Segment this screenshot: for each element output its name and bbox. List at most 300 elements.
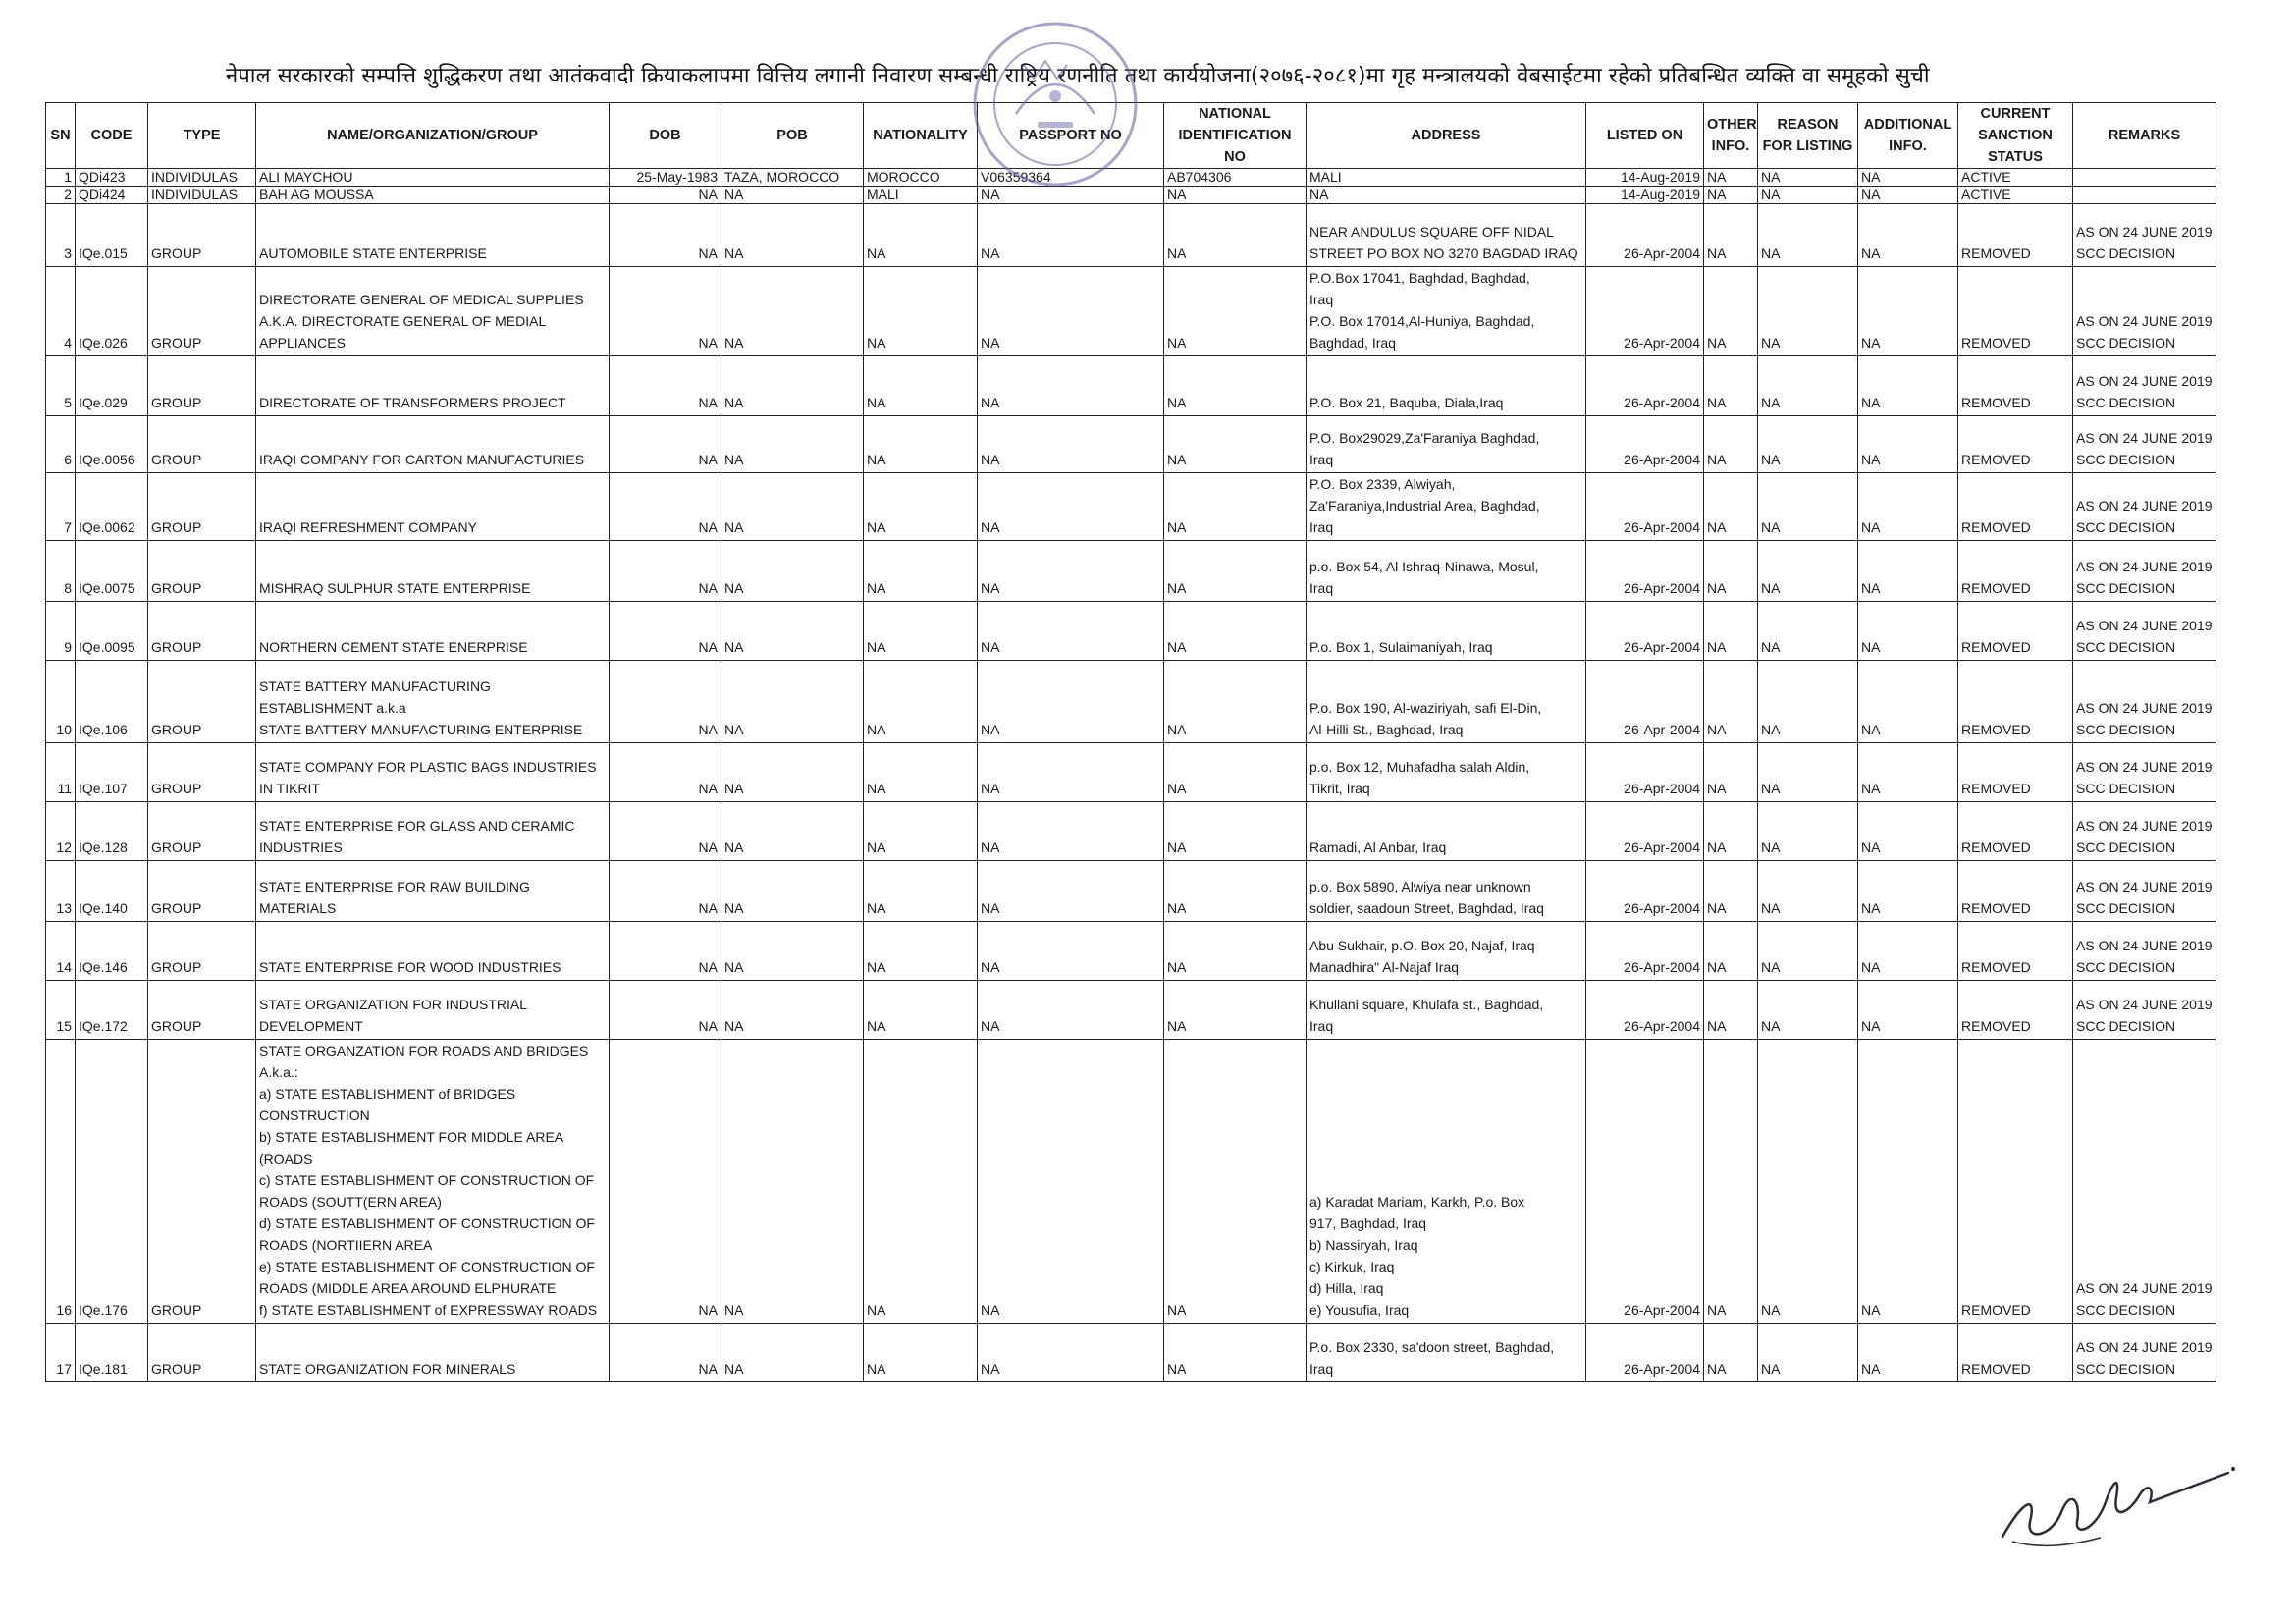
- remarks-cell: AS ON 24 JUNE 2019 SCC DECISION: [2073, 602, 2216, 661]
- dob-cell: NA: [610, 204, 721, 267]
- pob-cell: NA: [721, 416, 864, 473]
- other-info-cell: NA: [1704, 602, 1758, 661]
- dob-cell: NA: [610, 541, 721, 602]
- listed-on-cell: 26-Apr-2004: [1586, 541, 1704, 602]
- dob-cell: NA: [610, 187, 721, 204]
- name-cell: IRAQI COMPANY FOR CARTON MANUFACTURIES: [256, 416, 610, 473]
- national-id-cell: NA: [1164, 1040, 1307, 1324]
- table-header-row: [46, 103, 2216, 169]
- table-row: [46, 661, 2216, 743]
- reason-cell: NA: [1758, 602, 1858, 661]
- listed-on-cell: 26-Apr-2004: [1586, 661, 1704, 743]
- status-cell: ACTIVE: [1958, 187, 2073, 204]
- listed-on-cell: 14-Aug-2019: [1586, 169, 1704, 187]
- sn-cell: 12: [46, 802, 76, 861]
- other-info-cell: NA: [1704, 1324, 1758, 1382]
- reason-cell: NA: [1758, 922, 1858, 981]
- national-id-cell: NA: [1164, 861, 1307, 922]
- additional-info-cell: NA: [1858, 204, 1958, 267]
- sn-cell: 8: [46, 541, 76, 602]
- nationality-cell: NA: [864, 602, 978, 661]
- address-cell: Abu Sukhair, p.O. Box 20, Najaf, Iraq Manadhira" Al-Najaf Iraq: [1307, 922, 1586, 981]
- reason-cell: NA: [1758, 187, 1858, 204]
- passport-cell: NA: [978, 661, 1164, 743]
- status-cell: REMOVED: [1958, 204, 2073, 267]
- name-cell: DIRECTORATE OF TRANSFORMERS PROJECT: [256, 356, 610, 416]
- other-info-cell: NA: [1704, 661, 1758, 743]
- remarks-cell: AS ON 24 JUNE 2019 SCC DECISION: [2073, 541, 2216, 602]
- pob-cell: NA: [721, 802, 864, 861]
- dob-cell: NA: [610, 661, 721, 743]
- passport-cell: NA: [978, 602, 1164, 661]
- listed-on-cell: 26-Apr-2004: [1586, 981, 1704, 1040]
- status-cell: REMOVED: [1958, 416, 2073, 473]
- column-header: DOB: [610, 103, 721, 169]
- nationality-cell: NA: [864, 743, 978, 802]
- name-cell: STATE ENTERPRISE FOR GLASS AND CERAMIC INDUSTRIES: [256, 802, 610, 861]
- reason-cell: NA: [1758, 861, 1858, 922]
- nationality-cell: NA: [864, 356, 978, 416]
- table-row: [46, 187, 2216, 204]
- national-id-cell: NA: [1164, 743, 1307, 802]
- status-cell: REMOVED: [1958, 743, 2073, 802]
- column-header: NATIONAL IDENTIFICATION NO: [1164, 103, 1307, 169]
- table-row: [46, 1040, 2216, 1324]
- national-id-cell: NA: [1164, 602, 1307, 661]
- code-cell: IQe.172: [76, 981, 148, 1040]
- passport-cell: NA: [978, 416, 1164, 473]
- national-id-cell: NA: [1164, 416, 1307, 473]
- additional-info-cell: NA: [1858, 187, 1958, 204]
- remarks-cell: [2073, 169, 2216, 187]
- nationality-cell: NA: [864, 541, 978, 602]
- column-header: REASON FOR LISTING: [1758, 103, 1858, 169]
- nationality-cell: NA: [864, 1324, 978, 1382]
- column-header: OTHER INFO.: [1704, 103, 1758, 169]
- type-cell: GROUP: [148, 861, 256, 922]
- pob-cell: NA: [721, 541, 864, 602]
- nationality-cell: MOROCCO: [864, 169, 978, 187]
- passport-cell: V06359364: [978, 169, 1164, 187]
- reason-cell: NA: [1758, 1040, 1858, 1324]
- table-row: [46, 204, 2216, 267]
- code-cell: IQe.029: [76, 356, 148, 416]
- pob-cell: NA: [721, 473, 864, 541]
- other-info-cell: NA: [1704, 743, 1758, 802]
- pob-cell: NA: [721, 356, 864, 416]
- status-cell: ACTIVE: [1958, 169, 2073, 187]
- name-cell: STATE ORGANZATION FOR ROADS AND BRIDGES A.k.a.: a) STATE ESTABLISHMENT of BRIDGES CONSTRUCTION b) STATE ESTABLISHMENT FOR MIDDLE AREA (ROADS c) STATE ESTABLISHMENT OF CONSTRUCTION OF ROADS (SOUTT(ERN AREA) d) STATE ESTABLISHMENT OF CONSTRUCTION OF ROADS (NORTIIERN AREA e) STATE ESTABLISHMENT OF CONSTRUCTION OF ROADS (MIDDLE AREA AROUND ELPHURATE f) STATE ESTABLISHMENT of EXPRESSWAY ROADS: [256, 1040, 610, 1324]
- dob-cell: NA: [610, 602, 721, 661]
- other-info-cell: NA: [1704, 861, 1758, 922]
- nationality-cell: NA: [864, 204, 978, 267]
- reason-cell: NA: [1758, 661, 1858, 743]
- national-id-cell: NA: [1164, 802, 1307, 861]
- table-row: [46, 981, 2216, 1040]
- status-cell: REMOVED: [1958, 473, 2073, 541]
- remarks-cell: [2073, 187, 2216, 204]
- type-cell: INDIVIDULAS: [148, 169, 256, 187]
- passport-cell: NA: [978, 204, 1164, 267]
- code-cell: IQe.106: [76, 661, 148, 743]
- type-cell: GROUP: [148, 802, 256, 861]
- address-cell: Ramadi, Al Anbar, Iraq: [1307, 802, 1586, 861]
- status-cell: REMOVED: [1958, 981, 2073, 1040]
- pob-cell: NA: [721, 861, 864, 922]
- sanctions-table: [45, 102, 2216, 1382]
- nationality-cell: NA: [864, 661, 978, 743]
- additional-info-cell: NA: [1858, 861, 1958, 922]
- national-id-cell: NA: [1164, 541, 1307, 602]
- code-cell: IQe.140: [76, 861, 148, 922]
- sn-cell: 4: [46, 267, 76, 356]
- additional-info-cell: NA: [1858, 416, 1958, 473]
- table-row: [46, 356, 2216, 416]
- other-info-cell: NA: [1704, 922, 1758, 981]
- additional-info-cell: NA: [1858, 1324, 1958, 1382]
- dob-cell: NA: [610, 802, 721, 861]
- type-cell: GROUP: [148, 416, 256, 473]
- code-cell: IQe.146: [76, 922, 148, 981]
- address-cell: P.O. Box 21, Baquba, Diala,Iraq: [1307, 356, 1586, 416]
- type-cell: GROUP: [148, 743, 256, 802]
- status-cell: REMOVED: [1958, 922, 2073, 981]
- sn-cell: 7: [46, 473, 76, 541]
- national-id-cell: NA: [1164, 922, 1307, 981]
- reason-cell: NA: [1758, 541, 1858, 602]
- pob-cell: NA: [721, 922, 864, 981]
- sn-cell: 11: [46, 743, 76, 802]
- type-cell: INDIVIDULAS: [148, 187, 256, 204]
- passport-cell: NA: [978, 1324, 1164, 1382]
- listed-on-cell: 26-Apr-2004: [1586, 267, 1704, 356]
- name-cell: STATE ORGANIZATION FOR MINERALS: [256, 1324, 610, 1382]
- passport-cell: NA: [978, 356, 1164, 416]
- address-cell: P.o. Box 2330, sa'doon street, Baghdad, Iraq: [1307, 1324, 1586, 1382]
- code-cell: IQe.181: [76, 1324, 148, 1382]
- sn-cell: 17: [46, 1324, 76, 1382]
- other-info-cell: NA: [1704, 356, 1758, 416]
- name-cell: STATE ORGANIZATION FOR INDUSTRIAL DEVELOPMENT: [256, 981, 610, 1040]
- sn-cell: 10: [46, 661, 76, 743]
- type-cell: GROUP: [148, 1040, 256, 1324]
- code-cell: IQe.0062: [76, 473, 148, 541]
- listed-on-cell: 26-Apr-2004: [1586, 204, 1704, 267]
- sn-cell: 9: [46, 602, 76, 661]
- table-row: [46, 541, 2216, 602]
- remarks-cell: AS ON 24 JUNE 2019 SCC DECISION: [2073, 1040, 2216, 1324]
- column-header: LISTED ON: [1586, 103, 1704, 169]
- nationality-cell: NA: [864, 267, 978, 356]
- code-cell: IQe.128: [76, 802, 148, 861]
- nationality-cell: NA: [864, 1040, 978, 1324]
- status-cell: REMOVED: [1958, 602, 2073, 661]
- additional-info-cell: NA: [1858, 743, 1958, 802]
- sn-cell: 16: [46, 1040, 76, 1324]
- dob-cell: 25-May-1983: [610, 169, 721, 187]
- additional-info-cell: NA: [1858, 1040, 1958, 1324]
- additional-info-cell: NA: [1858, 802, 1958, 861]
- type-cell: GROUP: [148, 204, 256, 267]
- passport-cell: NA: [978, 541, 1164, 602]
- listed-on-cell: 26-Apr-2004: [1586, 356, 1704, 416]
- national-id-cell: AB704306: [1164, 169, 1307, 187]
- document-title: नेपाल सरकारको सम्पत्ति शुद्धिकरण तथा आतंकवादी क्रियाकलापमा वित्तिय लगानी निवारण सम्बन्धी राष्ट्रिय रणनीति तथा कार्ययोजना(२०७६-२०८१)मा गृह मन्त्रालयको वेबसाईटमा रहेको प्रतिबन्धित व्यक्ति वा समूहको सुची: [226, 64, 1930, 88]
- status-cell: REMOVED: [1958, 661, 2073, 743]
- dob-cell: NA: [610, 356, 721, 416]
- remarks-cell: AS ON 24 JUNE 2019 SCC DECISION: [2073, 981, 2216, 1040]
- address-cell: NA: [1307, 187, 1586, 204]
- remarks-cell: AS ON 24 JUNE 2019 SCC DECISION: [2073, 661, 2216, 743]
- address-cell: P.o. Box 190, Al-waziriyah, safi El-Din, Al-Hilli St., Baghdad, Iraq: [1307, 661, 1586, 743]
- column-header: ADDRESS: [1307, 103, 1586, 169]
- code-cell: QDi424: [76, 187, 148, 204]
- dob-cell: NA: [610, 1324, 721, 1382]
- other-info-cell: NA: [1704, 187, 1758, 204]
- additional-info-cell: NA: [1858, 922, 1958, 981]
- address-cell: p.o. Box 54, Al Ishraq-Ninawa, Mosul, Iraq: [1307, 541, 1586, 602]
- other-info-cell: NA: [1704, 1040, 1758, 1324]
- table-row: [46, 802, 2216, 861]
- nationality-cell: MALI: [864, 187, 978, 204]
- dob-cell: NA: [610, 1040, 721, 1324]
- reason-cell: NA: [1758, 473, 1858, 541]
- reason-cell: NA: [1758, 743, 1858, 802]
- dob-cell: NA: [610, 473, 721, 541]
- column-header: NAME/ORGANIZATION/GROUP: [256, 103, 610, 169]
- column-header: TYPE: [148, 103, 256, 169]
- passport-cell: NA: [978, 743, 1164, 802]
- address-cell: p.o. Box 12, Muhafadha salah Aldin, Tikrit, Iraq: [1307, 743, 1586, 802]
- name-cell: IRAQI REFRESHMENT COMPANY: [256, 473, 610, 541]
- reason-cell: NA: [1758, 204, 1858, 267]
- passport-cell: NA: [978, 802, 1164, 861]
- national-id-cell: NA: [1164, 267, 1307, 356]
- remarks-cell: AS ON 24 JUNE 2019 SCC DECISION: [2073, 802, 2216, 861]
- type-cell: GROUP: [148, 356, 256, 416]
- remarks-cell: AS ON 24 JUNE 2019 SCC DECISION: [2073, 416, 2216, 473]
- status-cell: REMOVED: [1958, 802, 2073, 861]
- national-id-cell: NA: [1164, 473, 1307, 541]
- column-header: NATIONALITY: [864, 103, 978, 169]
- address-cell: p.o. Box 5890, Alwiya near unknown soldier, saadoun Street, Baghdad, Iraq: [1307, 861, 1586, 922]
- dob-cell: NA: [610, 922, 721, 981]
- nationality-cell: NA: [864, 802, 978, 861]
- code-cell: IQe.015: [76, 204, 148, 267]
- other-info-cell: NA: [1704, 473, 1758, 541]
- additional-info-cell: NA: [1858, 169, 1958, 187]
- name-cell: NORTHERN CEMENT STATE ENERPRISE: [256, 602, 610, 661]
- national-id-cell: NA: [1164, 187, 1307, 204]
- table-row: [46, 416, 2216, 473]
- status-cell: REMOVED: [1958, 267, 2073, 356]
- table-row: [46, 473, 2216, 541]
- pob-cell: NA: [721, 602, 864, 661]
- sn-cell: 14: [46, 922, 76, 981]
- column-header: CODE: [76, 103, 148, 169]
- additional-info-cell: NA: [1858, 267, 1958, 356]
- table-row: [46, 922, 2216, 981]
- code-cell: QDi423: [76, 169, 148, 187]
- code-cell: IQe.176: [76, 1040, 148, 1324]
- type-cell: GROUP: [148, 267, 256, 356]
- listed-on-cell: 26-Apr-2004: [1586, 1324, 1704, 1382]
- additional-info-cell: NA: [1858, 981, 1958, 1040]
- address-cell: P.O. Box29029,Za'Faraniya Baghdad, Iraq: [1307, 416, 1586, 473]
- name-cell: STATE COMPANY FOR PLASTIC BAGS INDUSTRIES IN TIKRIT: [256, 743, 610, 802]
- remarks-cell: AS ON 24 JUNE 2019 SCC DECISION: [2073, 922, 2216, 981]
- address-cell: Khullani square, Khulafa st., Baghdad, Iraq: [1307, 981, 1586, 1040]
- sn-cell: 3: [46, 204, 76, 267]
- national-id-cell: NA: [1164, 356, 1307, 416]
- name-cell: BAH AG MOUSSA: [256, 187, 610, 204]
- type-cell: GROUP: [148, 1324, 256, 1382]
- listed-on-cell: 26-Apr-2004: [1586, 743, 1704, 802]
- other-info-cell: NA: [1704, 541, 1758, 602]
- column-header: REMARKS: [2073, 103, 2216, 169]
- name-cell: ALI MAYCHOU: [256, 169, 610, 187]
- pob-cell: NA: [721, 187, 864, 204]
- type-cell: GROUP: [148, 661, 256, 743]
- column-header: PASSPORT NO: [978, 103, 1164, 169]
- name-cell: AUTOMOBILE STATE ENTERPRISE: [256, 204, 610, 267]
- remarks-cell: AS ON 24 JUNE 2019 SCC DECISION: [2073, 861, 2216, 922]
- status-cell: REMOVED: [1958, 861, 2073, 922]
- pob-cell: NA: [721, 1324, 864, 1382]
- remarks-cell: AS ON 24 JUNE 2019 SCC DECISION: [2073, 1324, 2216, 1382]
- listed-on-cell: 26-Apr-2004: [1586, 1040, 1704, 1324]
- other-info-cell: NA: [1704, 267, 1758, 356]
- passport-cell: NA: [978, 187, 1164, 204]
- passport-cell: NA: [978, 922, 1164, 981]
- reason-cell: NA: [1758, 416, 1858, 473]
- additional-info-cell: NA: [1858, 661, 1958, 743]
- table-row: [46, 602, 2216, 661]
- code-cell: IQe.0095: [76, 602, 148, 661]
- additional-info-cell: NA: [1858, 473, 1958, 541]
- name-cell: STATE ENTERPRISE FOR RAW BUILDING MATERIALS: [256, 861, 610, 922]
- remarks-cell: AS ON 24 JUNE 2019 SCC DECISION: [2073, 356, 2216, 416]
- type-cell: GROUP: [148, 981, 256, 1040]
- address-cell: MALI: [1307, 169, 1586, 187]
- national-id-cell: NA: [1164, 981, 1307, 1040]
- pob-cell: NA: [721, 1040, 864, 1324]
- other-info-cell: NA: [1704, 802, 1758, 861]
- other-info-cell: NA: [1704, 169, 1758, 187]
- column-header: ADDITIONAL INFO.: [1858, 103, 1958, 169]
- remarks-cell: AS ON 24 JUNE 2019 SCC DECISION: [2073, 267, 2216, 356]
- column-header: SN: [46, 103, 76, 169]
- national-id-cell: NA: [1164, 661, 1307, 743]
- national-id-cell: NA: [1164, 204, 1307, 267]
- passport-cell: NA: [978, 1040, 1164, 1324]
- code-cell: IQe.026: [76, 267, 148, 356]
- dob-cell: NA: [610, 416, 721, 473]
- pob-cell: NA: [721, 981, 864, 1040]
- code-cell: IQe.107: [76, 743, 148, 802]
- additional-info-cell: NA: [1858, 602, 1958, 661]
- status-cell: REMOVED: [1958, 1040, 2073, 1324]
- address-cell: NEAR ANDULUS SQUARE OFF NIDAL STREET PO BOX NO 3270 BAGDAD IRAQ: [1307, 204, 1586, 267]
- code-cell: IQe.0056: [76, 416, 148, 473]
- name-cell: DIRECTORATE GENERAL OF MEDICAL SUPPLIES A.K.A. DIRECTORATE GENERAL OF MEDIAL APPLIANCES: [256, 267, 610, 356]
- nationality-cell: NA: [864, 981, 978, 1040]
- listed-on-cell: 26-Apr-2004: [1586, 802, 1704, 861]
- pob-cell: NA: [721, 267, 864, 356]
- status-cell: REMOVED: [1958, 541, 2073, 602]
- type-cell: GROUP: [148, 473, 256, 541]
- sn-cell: 6: [46, 416, 76, 473]
- table-row: [46, 743, 2216, 802]
- listed-on-cell: 26-Apr-2004: [1586, 473, 1704, 541]
- column-header: POB: [721, 103, 864, 169]
- other-info-cell: NA: [1704, 416, 1758, 473]
- type-cell: GROUP: [148, 922, 256, 981]
- reason-cell: NA: [1758, 169, 1858, 187]
- passport-cell: NA: [978, 861, 1164, 922]
- dob-cell: NA: [610, 743, 721, 802]
- listed-on-cell: 14-Aug-2019: [1586, 187, 1704, 204]
- remarks-cell: AS ON 24 JUNE 2019 SCC DECISION: [2073, 204, 2216, 267]
- pob-cell: NA: [721, 204, 864, 267]
- address-cell: a) Karadat Mariam, Karkh, P.o. Box 917, Baghdad, Iraq b) Nassiryah, Iraq c) Kirkuk, Iraq d) Hilla, Iraq e) Yousufia, Iraq: [1307, 1040, 1586, 1324]
- nationality-cell: NA: [864, 922, 978, 981]
- listed-on-cell: 26-Apr-2004: [1586, 602, 1704, 661]
- passport-cell: NA: [978, 267, 1164, 356]
- remarks-cell: AS ON 24 JUNE 2019 SCC DECISION: [2073, 743, 2216, 802]
- table-row: [46, 267, 2216, 356]
- listed-on-cell: 26-Apr-2004: [1586, 922, 1704, 981]
- dob-cell: NA: [610, 267, 721, 356]
- dob-cell: NA: [610, 861, 721, 922]
- reason-cell: NA: [1758, 1324, 1858, 1382]
- reason-cell: NA: [1758, 267, 1858, 356]
- passport-cell: NA: [978, 473, 1164, 541]
- name-cell: STATE BATTERY MANUFACTURING ESTABLISHMENT a.k.a STATE BATTERY MANUFACTURING ENTERPRISE: [256, 661, 610, 743]
- sn-cell: 15: [46, 981, 76, 1040]
- table-row: [46, 169, 2216, 187]
- nationality-cell: NA: [864, 473, 978, 541]
- sn-cell: 5: [46, 356, 76, 416]
- type-cell: GROUP: [148, 602, 256, 661]
- type-cell: GROUP: [148, 541, 256, 602]
- code-cell: IQe.0075: [76, 541, 148, 602]
- nationality-cell: NA: [864, 861, 978, 922]
- name-cell: STATE ENTERPRISE FOR WOOD INDUSTRIES: [256, 922, 610, 981]
- additional-info-cell: NA: [1858, 356, 1958, 416]
- address-cell: P.o. Box 1, Sulaimaniyah, Iraq: [1307, 602, 1586, 661]
- reason-cell: NA: [1758, 981, 1858, 1040]
- column-header: CURRENT SANCTION STATUS: [1958, 103, 2073, 169]
- sn-cell: 1: [46, 169, 76, 187]
- reason-cell: NA: [1758, 802, 1858, 861]
- table-row: [46, 861, 2216, 922]
- name-cell: MISHRAQ SULPHUR STATE ENTERPRISE: [256, 541, 610, 602]
- status-cell: REMOVED: [1958, 1324, 2073, 1382]
- pob-cell: NA: [721, 661, 864, 743]
- reason-cell: NA: [1758, 356, 1858, 416]
- other-info-cell: NA: [1704, 981, 1758, 1040]
- signature-mark: [1983, 1443, 2238, 1561]
- nationality-cell: NA: [864, 416, 978, 473]
- listed-on-cell: 26-Apr-2004: [1586, 416, 1704, 473]
- pob-cell: TAZA, MOROCCO: [721, 169, 864, 187]
- listed-on-cell: 26-Apr-2004: [1586, 861, 1704, 922]
- status-cell: REMOVED: [1958, 356, 2073, 416]
- sn-cell: 2: [46, 187, 76, 204]
- sn-cell: 13: [46, 861, 76, 922]
- national-id-cell: NA: [1164, 1324, 1307, 1382]
